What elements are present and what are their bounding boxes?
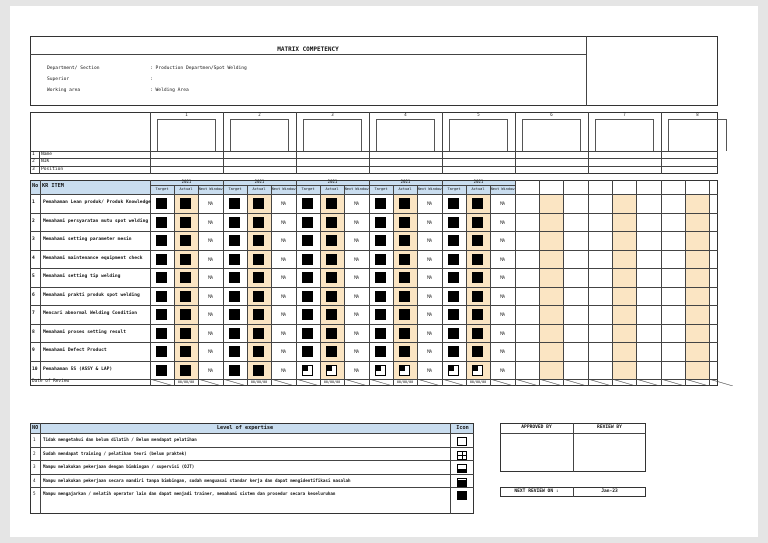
competency-no: 8 [32,329,35,335]
sub-header-next-window: Next Window [198,187,223,191]
level-no: 3 [33,464,36,469]
levels-header-no: NO [32,425,39,431]
person-row-no: 3 [32,167,35,172]
column-divider [369,112,370,174]
actual-level-icon [180,291,191,302]
actual-level-icon [253,365,264,376]
three-quarter-box-icon [457,478,467,487]
target-level-icon [156,328,167,339]
target-level-icon [375,291,386,302]
actual-level-icon [180,346,191,357]
target-level-icon [229,254,240,265]
competency-item: Memahami prakti produk spot welding [43,292,140,298]
sub-header-next-window: Next Window [271,187,296,191]
review-date: 00/00/00 [177,380,195,384]
actual-level-icon [180,217,191,228]
actual-level-icon [326,272,337,283]
next-window-mark: MA [500,256,505,262]
target-level-icon [156,291,167,302]
photo-slot [668,119,727,151]
page-title: MATRIX COMPETENCY [277,46,339,53]
next-window-mark: MA [500,219,505,225]
actual-level-icon [399,235,410,246]
sub-header-actual: Actual [325,187,339,191]
next-window-mark: MA [427,238,432,243]
level-text: Mampu mengajarkan / melatih operator lain dan dapat menjadi trainer, memahami sistem dan prosedur secara keseluruhan [43,491,336,496]
competency-header-item: KR ITEM [42,183,64,189]
column-number: 4 [404,112,407,117]
sub-header-target: Target [228,187,242,191]
next-window-mark: MA [427,312,432,317]
na-cell [661,379,685,386]
actual-level-icon [253,291,264,302]
person-row-label-nik: NIK [41,159,50,164]
actual-level-icon [180,198,191,209]
actual-level-icon [399,254,410,265]
sub-header-target: Target [447,187,461,191]
column-divider [588,180,589,386]
review-date: 00/00/00 [323,380,341,384]
target-level-icon [375,254,386,265]
next-window-mark: MA [354,312,359,317]
next-window-mark: MA [281,256,286,262]
na-cell [515,379,539,386]
actual-level-icon [399,291,410,302]
column-number: 6 [550,112,553,117]
target-level-icon [302,346,313,357]
target-level-icon [448,291,459,302]
target-level-icon [156,346,167,357]
level-fill [458,480,466,485]
actual-level-icon [253,346,264,357]
na-cell [442,379,466,386]
next-window-mark: MA [427,330,432,336]
year-label: 2021 [327,179,338,184]
target-level-icon [302,235,313,246]
sub-header-actual: Actual [471,187,485,191]
info-label-working-area: Working area [47,88,81,93]
next-window-mark: MA [281,201,286,206]
na-cell [588,379,612,386]
actual-level-icon [472,328,483,339]
next-window-mark: MA [500,330,505,336]
actual-level-icon [326,235,337,246]
competency-matrix-sheet [10,6,758,537]
actual-level-icon [326,309,337,320]
competency-no: 4 [32,255,35,261]
competency-item: Pemahaman 5S (ASSY & LAP) [43,366,113,372]
next-window-mark: MA [281,349,286,354]
target-level-icon [448,328,459,339]
sub-header-target: Target [301,187,315,191]
info-label-superior: Superior [47,77,70,82]
target-level-icon [156,272,167,283]
next-review-value: Jan-23 [601,489,618,494]
level-fill [458,492,466,499]
target-level-icon [448,254,459,265]
actual-level-icon [180,254,191,265]
actual-level-icon [326,291,337,302]
column-divider [150,112,151,174]
next-window-mark: MA [500,275,505,280]
next-window-mark: MA [427,275,432,280]
actual-level-icon [180,309,191,320]
next-window-mark: MA [281,330,286,336]
competency-item: Memahami proses setting result [43,329,126,335]
next-window-mark: MA [500,349,505,354]
actual-level-icon [253,217,264,228]
na-cell [344,379,368,386]
sub-header-next-window: Next Window [490,187,515,191]
actual-level-icon [253,235,264,246]
info-value-working-area: : Welding Area [150,88,189,93]
actual-level-icon [180,365,191,376]
column-number: 1 [185,112,188,117]
column-divider [442,112,443,174]
person-row-label-position: Position [41,167,64,172]
column-divider [223,112,224,174]
level-fill [458,469,466,473]
na-cell [369,379,393,386]
next-window-mark: MA [427,201,432,206]
actual-level-icon [472,309,483,320]
na-cell [636,379,660,386]
target-level-icon [375,309,386,320]
level-text: Sudah mendapat training / pelatihan teori (belum praktek) [43,450,187,456]
target-level-icon [156,198,167,209]
na-cell [709,379,733,386]
target-level-icon [448,198,459,209]
na-cell [563,379,587,386]
photo-slot [449,119,508,151]
actual-level-icon [399,198,410,209]
next-window-mark: MA [208,312,213,317]
target-level-icon [229,291,240,302]
target-level-icon [156,365,167,376]
target-level-icon [229,328,240,339]
next-window-mark: MA [281,312,286,317]
target-level-icon [448,272,459,283]
level-no: 4 [33,477,36,483]
next-window-mark: MA [500,293,505,299]
competency-item: Memahami Defect Product [43,348,107,353]
photo-slot [157,119,216,151]
actual-level-icon [472,198,483,209]
quarter-grid-icon [457,451,467,460]
target-level-icon [448,235,459,246]
next-review-label: NEXT REVIEW ON : [514,489,559,494]
actual-level-icon [472,272,483,283]
column-number: 8 [696,112,699,117]
target-level-icon [302,365,313,376]
target-level-icon [302,272,313,283]
next-window-mark: MA [208,256,213,262]
actual-level-icon [399,328,410,339]
next-window-mark: MA [354,275,359,280]
sub-header-actual: Actual [252,187,266,191]
info-value-superior: : [150,77,153,82]
next-window-mark: MA [354,201,359,206]
person-row-no: 1 [32,152,35,157]
info-value-department: : Production Departmen/Spot Welding [150,66,247,71]
next-window-mark: MA [281,367,286,373]
next-window-mark: MA [354,293,359,299]
column-divider [661,112,662,174]
competency-item: Memahami setting parameter mesin [43,237,132,242]
competency-no: 9 [32,348,35,353]
next-window-mark: MA [354,219,359,225]
target-level-icon [229,217,240,228]
target-level-icon [375,365,386,376]
person-row-no: 2 [32,159,35,164]
next-window-mark: MA [354,349,359,354]
year-label: 2021 [181,179,192,184]
review-date: 00/00/00 [250,380,268,384]
target-level-icon [229,365,240,376]
target-level-icon [375,272,386,283]
review-date: 00/00/00 [469,380,487,384]
competency-item: Memahami persyaratan mutu spot welding [43,218,149,224]
next-window-mark: MA [500,201,505,206]
competency-no: 1 [32,200,35,205]
levels-header-icon: Icon [456,425,469,431]
actual-level-icon [180,272,191,283]
competency-no: 2 [32,218,35,224]
next-window-mark: MA [427,256,432,262]
level-no: 1 [33,437,36,442]
actual-level-icon [180,328,191,339]
actual-level-icon [180,235,191,246]
actual-level-icon [326,217,337,228]
next-window-mark: MA [354,256,359,262]
actual-level-icon [326,328,337,339]
no-divider [40,180,41,379]
na-cell [539,379,563,386]
column-number: 7 [623,112,626,117]
target-level-icon [229,272,240,283]
target-level-icon [229,309,240,320]
column-number: 5 [477,112,480,117]
column-number: 3 [331,112,334,117]
target-level-icon [156,235,167,246]
column-divider [588,112,589,174]
target-level-icon [302,291,313,302]
actual-level-icon [399,272,410,283]
half-box-icon [457,464,467,473]
competency-no: 6 [32,292,35,298]
actual-level-icon [326,254,337,265]
target-level-icon [229,235,240,246]
next-window-mark: MA [354,330,359,336]
actual-level-icon [326,365,337,376]
next-window-mark: MA [281,238,286,243]
target-level-icon [156,309,167,320]
actual-level-icon [326,198,337,209]
next-window-mark: MA [500,238,505,243]
target-level-icon [156,254,167,265]
column-divider [515,180,516,386]
actual-level-icon [253,309,264,320]
target-level-icon [302,198,313,209]
level-no: 2 [33,450,36,456]
column-divider [296,112,297,174]
competency-no: 10 [32,366,38,372]
target-level-icon [375,198,386,209]
next-window-mark: MA [208,293,213,299]
next-window-mark: MA [281,293,286,299]
competency-item: Mencari abnormal Welding Condition [43,311,138,316]
na-cell [198,379,222,386]
next-window-mark: MA [208,219,213,225]
column-divider [515,112,516,174]
actual-level-icon [399,365,410,376]
na-cell [685,379,709,386]
next-window-mark: MA [208,275,213,280]
actual-level-icon [472,291,483,302]
competency-no: 3 [32,237,35,242]
actual-level-icon [472,365,483,376]
actual-level-icon [399,346,410,357]
actual-level-icon [253,254,264,265]
target-level-icon [375,217,386,228]
photo-slot [230,119,289,151]
next-window-mark: MA [208,367,213,373]
levels-header-title: Level of expertise [216,425,274,431]
sub-header-target: Target [374,187,388,191]
photo-slot [376,119,435,151]
actual-level-icon [399,217,410,228]
na-cell [223,379,247,386]
next-window-mark: MA [281,219,286,225]
target-level-icon [375,328,386,339]
next-window-mark: MA [500,367,505,373]
column-number: 2 [258,112,261,117]
column-divider [661,180,662,386]
year-label: 2021 [400,179,411,184]
next-window-mark: MA [208,201,213,206]
photo-slot [303,119,362,151]
next-window-mark: MA [427,367,432,373]
date-of-review-label: Date of Review [32,379,70,384]
target-level-icon [375,346,386,357]
na-cell [417,379,441,386]
actual-level-icon [472,235,483,246]
competency-item: Memahami setting tip welding [43,274,121,279]
na-cell [296,379,320,386]
na-cell [150,379,174,386]
actual-level-icon [326,346,337,357]
photo-slot [595,119,654,151]
info-label-department: Department/ Section [47,66,100,71]
target-level-icon [448,309,459,320]
competency-item: Pemahaman Lean produk/ Produk Knowledge [43,200,151,205]
person-row-label-name: Name [41,152,53,157]
na-cell [490,379,514,386]
full-box-icon [457,491,467,500]
actual-level-icon [253,328,264,339]
next-window-mark: MA [354,367,359,373]
year-label: 2021 [473,179,484,184]
actual-level-icon [472,217,483,228]
next-window-mark: MA [354,238,359,243]
empty-box-icon [457,437,467,446]
next-window-mark: MA [427,219,432,225]
photo-slot [522,119,581,151]
next-window-mark: MA [208,238,213,243]
next-window-mark: MA [281,275,286,280]
sub-header-actual: Actual [179,187,193,191]
level-text: Mampu melakukan pekerjaan dengan bimbingan / supervisi (OJT) [43,464,195,469]
review-by-label: REVIEW BY [597,425,622,430]
target-level-icon [302,328,313,339]
na-cell [612,379,636,386]
competency-item: Memahami maintenance equipment check [43,255,143,261]
actual-level-icon [472,254,483,265]
sub-header-next-window: Next Window [344,187,369,191]
level-text: Tidak mengetahui dan belum dilatih / Belum mendapat pelatihan [43,437,197,442]
next-window-mark: MA [427,349,432,354]
target-level-icon [229,346,240,357]
target-level-icon [302,217,313,228]
level-fill [458,452,466,459]
target-level-icon [448,217,459,228]
next-window-mark: MA [208,330,213,336]
actual-level-icon [399,309,410,320]
target-level-icon [156,217,167,228]
actual-level-icon [472,346,483,357]
actual-level-icon [253,198,264,209]
target-level-icon [229,198,240,209]
target-level-icon [448,346,459,357]
competency-header-no: No [32,183,39,189]
approved-by-label: APPROVED BY [521,425,552,430]
sub-header-next-window: Next Window [417,187,442,191]
level-text: Mampu melakukan pekerjaan secara mandiri tanpa bimbingan, sudah menguasai standar kerja dan dapat mengidentifikasi masalah [43,477,351,483]
target-level-icon [302,254,313,265]
target-level-icon [448,365,459,376]
review-date: 00/00/00 [396,380,414,384]
level-no: 5 [33,491,36,496]
actual-level-icon [253,272,264,283]
sub-header-actual: Actual [398,187,412,191]
target-level-icon [302,309,313,320]
year-label: 2021 [254,179,265,184]
next-window-mark: MA [208,349,213,354]
next-window-mark: MA [500,312,505,317]
na-cell [271,379,295,386]
sub-header-target: Target [155,187,169,191]
next-window-mark: MA [427,293,432,299]
competency-no: 5 [32,274,35,279]
competency-no: 7 [32,311,35,316]
target-level-icon [375,235,386,246]
